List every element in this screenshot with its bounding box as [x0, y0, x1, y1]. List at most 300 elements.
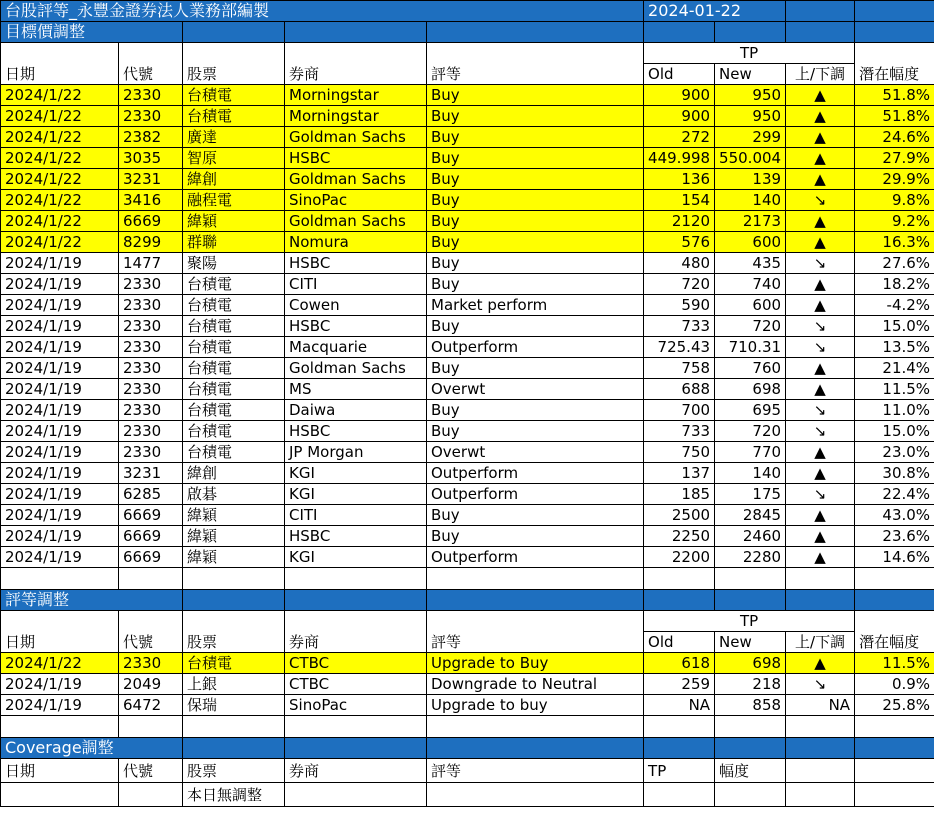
header-new: New: [715, 64, 786, 85]
cell-upside: 21.4%: [855, 358, 934, 379]
cell-direction: ▲: [786, 211, 855, 232]
cell-date: 2024/1/19: [1, 463, 119, 484]
cell-direction: ↘: [786, 421, 855, 442]
cell-upside: 11.0%: [855, 400, 934, 421]
cell-direction: ▲: [786, 379, 855, 400]
cell-new-tp: 720: [715, 316, 786, 337]
cell-rating: Outperform: [427, 547, 644, 568]
band-cell: [786, 22, 855, 43]
cell-old-tp: 480: [644, 253, 715, 274]
cell-rating: Market perform: [427, 295, 644, 316]
table-row: [1, 547, 934, 568]
cell-date: 2024/1/19: [1, 358, 119, 379]
cell-old-tp: 185: [644, 484, 715, 505]
cell-upside: 11.5%: [855, 379, 934, 400]
table-row: [1, 358, 934, 379]
header-date: 日期: [1, 611, 119, 653]
empty-cell: [285, 716, 427, 738]
cell-direction: ↘: [786, 674, 855, 695]
cell-old-tp: 272: [644, 127, 715, 148]
table-row: [1, 526, 934, 547]
section-title: Coverage調整: [1, 738, 183, 759]
cell-broker: KGI: [285, 463, 427, 484]
cell-new-tp: 550.004: [715, 148, 786, 169]
cell-code: 2382: [119, 127, 183, 148]
band-cell: [427, 22, 644, 43]
empty-cell: [1, 783, 119, 807]
table-row: [1, 379, 934, 400]
cell-direction: ▲: [786, 274, 855, 295]
cell-rating: Buy: [427, 106, 644, 127]
cell-upside: 43.0%: [855, 505, 934, 526]
cell-old-tp: 136: [644, 169, 715, 190]
cell-new-tp: 770: [715, 442, 786, 463]
coverage-note: 本日無調整: [183, 783, 285, 807]
cell-date: 2024/1/22: [1, 232, 119, 253]
cell-upside: 16.3%: [855, 232, 934, 253]
band-cell: [644, 590, 715, 611]
cell-broker: HSBC: [285, 316, 427, 337]
header-tp: TP: [644, 759, 715, 783]
cell-upside: 15.0%: [855, 421, 934, 442]
empty-cell: [855, 716, 934, 738]
cell-rating: Outperform: [427, 337, 644, 358]
cell-stock: 台積電: [183, 85, 285, 106]
band-cell: [183, 22, 285, 43]
cell-rating: Buy: [427, 505, 644, 526]
header-code: 代號: [119, 43, 183, 85]
cell-upside: 27.6%: [855, 253, 934, 274]
coverage-headers: [1, 759, 934, 783]
report-title: 台股評等_永豐金證券法人業務部編製: [1, 1, 644, 22]
cell-broker: Goldman Sachs: [285, 358, 427, 379]
cell-date: 2024/1/19: [1, 505, 119, 526]
cell-upside: 9.2%: [855, 211, 934, 232]
cell-new-tp: 600: [715, 295, 786, 316]
cell-rating: Buy: [427, 274, 644, 295]
section-title: 目標價調整: [1, 22, 183, 43]
cell-direction: ▲: [786, 547, 855, 568]
table-row: [1, 695, 934, 716]
cell-stock: 智原: [183, 148, 285, 169]
blank-row: [1, 568, 934, 590]
cell-upside: 51.8%: [855, 85, 934, 106]
cell-date: 2024/1/19: [1, 400, 119, 421]
cell-old-tp: 154: [644, 190, 715, 211]
cell-date: 2024/1/19: [1, 442, 119, 463]
coverage-row: [1, 783, 934, 807]
cell-stock: 緯穎: [183, 526, 285, 547]
band-cell: [285, 590, 427, 611]
cell-date: 2024/1/22: [1, 85, 119, 106]
cell-upside: 25.8%: [855, 695, 934, 716]
cell-direction: ▲: [786, 526, 855, 547]
empty-cell: [715, 783, 786, 807]
cell-direction: NA: [786, 695, 855, 716]
cell-stock: 台積電: [183, 316, 285, 337]
band-cell: [427, 738, 644, 759]
band-cell: [855, 22, 934, 43]
cell-date: 2024/1/22: [1, 106, 119, 127]
empty-cell: [855, 783, 934, 807]
empty-cell: [183, 568, 285, 590]
title-bar: [1, 1, 934, 22]
cell-stock: 緯穎: [183, 211, 285, 232]
table-row: [1, 148, 934, 169]
cell-new-tp: 710.31: [715, 337, 786, 358]
cell-new-tp: 760: [715, 358, 786, 379]
empty-cell: [644, 568, 715, 590]
cell-direction: ▲: [786, 232, 855, 253]
empty-cell: [1, 716, 119, 738]
cell-upside: 9.8%: [855, 190, 934, 211]
cell-new-tp: 720: [715, 421, 786, 442]
band-cell: [715, 590, 786, 611]
cell-code: 6669: [119, 505, 183, 526]
header-date: 日期: [1, 43, 119, 85]
cell-broker: Goldman Sachs: [285, 127, 427, 148]
section-header-target: [1, 22, 934, 43]
cell-upside: 51.8%: [855, 106, 934, 127]
cell-rating: Buy: [427, 358, 644, 379]
column-headers: [1, 611, 934, 632]
cell-old-tp: 2200: [644, 547, 715, 568]
cell-direction: ▲: [786, 295, 855, 316]
cell-code: 6669: [119, 211, 183, 232]
cell-code: 2330: [119, 653, 183, 674]
cell-rating: Buy: [427, 253, 644, 274]
cell-date: 2024/1/22: [1, 211, 119, 232]
cell-stock: 緯創: [183, 463, 285, 484]
cell-rating: Buy: [427, 190, 644, 211]
cell-new-tp: 140: [715, 463, 786, 484]
cell-date: 2024/1/22: [1, 190, 119, 211]
band-cell: [285, 22, 427, 43]
header-broker: 券商: [285, 43, 427, 85]
cell-stock: 台積電: [183, 379, 285, 400]
cell-broker: Nomura: [285, 232, 427, 253]
section-title: 評等調整: [1, 590, 183, 611]
header-code: 代號: [119, 611, 183, 653]
header-broker: 券商: [285, 611, 427, 653]
cell-broker: MS: [285, 379, 427, 400]
cell-code: 3035: [119, 148, 183, 169]
cell-stock: 群聯: [183, 232, 285, 253]
cell-old-tp: NA: [644, 695, 715, 716]
cell-broker: SinoPac: [285, 695, 427, 716]
table-row: [1, 190, 934, 211]
cell-code: 6285: [119, 484, 183, 505]
cell-stock: 緯穎: [183, 547, 285, 568]
cell-code: 2330: [119, 274, 183, 295]
empty-cell: [644, 716, 715, 738]
cell-date: 2024/1/19: [1, 674, 119, 695]
cell-direction: ↘: [786, 316, 855, 337]
cell-code: 8299: [119, 232, 183, 253]
cell-broker: Morningstar: [285, 106, 427, 127]
band-cell: [855, 738, 934, 759]
cell-old-tp: 590: [644, 295, 715, 316]
cell-old-tp: 2120: [644, 211, 715, 232]
empty-cell: [119, 568, 183, 590]
empty-cell: [715, 568, 786, 590]
header-rating: 評等: [427, 759, 644, 783]
cell-rating: Buy: [427, 148, 644, 169]
cell-new-tp: 139: [715, 169, 786, 190]
header-direction: 上/下調: [786, 64, 855, 85]
empty-cell: [786, 783, 855, 807]
header-direction: 上/下調: [786, 632, 855, 653]
cell-old-tp: 259: [644, 674, 715, 695]
table-row: [1, 674, 934, 695]
cell-date: 2024/1/19: [1, 379, 119, 400]
cell-date: 2024/1/19: [1, 695, 119, 716]
cell-direction: ▲: [786, 505, 855, 526]
cell-stock: 台積電: [183, 274, 285, 295]
cell-old-tp: 688: [644, 379, 715, 400]
header-old: Old: [644, 64, 715, 85]
cell-rating: Overwt: [427, 442, 644, 463]
cell-direction: ▲: [786, 85, 855, 106]
cell-code: 2330: [119, 379, 183, 400]
cell-date: 2024/1/22: [1, 169, 119, 190]
cell-rating: Overwt: [427, 379, 644, 400]
cell-new-tp: 740: [715, 274, 786, 295]
cell-new-tp: 858: [715, 695, 786, 716]
cell-new-tp: 695: [715, 400, 786, 421]
table-row: [1, 253, 934, 274]
header-rating: 評等: [427, 611, 644, 653]
cell-direction: ▲: [786, 653, 855, 674]
cell-date: 2024/1/22: [1, 127, 119, 148]
empty-cell: [786, 716, 855, 738]
header-range: 幅度: [715, 759, 786, 783]
cell-direction: ▲: [786, 127, 855, 148]
cell-code: 3231: [119, 463, 183, 484]
cell-direction: ↘: [786, 190, 855, 211]
header-upside: 潛在幅度: [855, 611, 934, 653]
cell-old-tp: 618: [644, 653, 715, 674]
cell-new-tp: 600: [715, 232, 786, 253]
cell-old-tp: 750: [644, 442, 715, 463]
cell-code: 3416: [119, 190, 183, 211]
cell-direction: ▲: [786, 106, 855, 127]
cell-code: 2330: [119, 106, 183, 127]
cell-broker: HSBC: [285, 148, 427, 169]
cell-stock: 保瑞: [183, 695, 285, 716]
cell-code: 2330: [119, 358, 183, 379]
cell-code: 2330: [119, 442, 183, 463]
header-date: 日期: [1, 759, 119, 783]
cell-stock: 廣達: [183, 127, 285, 148]
cell-new-tp: 218: [715, 674, 786, 695]
cell-rating: Downgrade to Neutral: [427, 674, 644, 695]
cell-upside: 13.5%: [855, 337, 934, 358]
empty-cell: [119, 783, 183, 807]
empty-cell: [855, 568, 934, 590]
band-cell: [786, 738, 855, 759]
cell-stock: 台積電: [183, 400, 285, 421]
cell-new-tp: 299: [715, 127, 786, 148]
empty-cell: [427, 783, 644, 807]
cell-new-tp: 175: [715, 484, 786, 505]
cell-rating: Upgrade to buy: [427, 695, 644, 716]
cell-broker: Goldman Sachs: [285, 169, 427, 190]
cell-broker: Cowen: [285, 295, 427, 316]
header-tp: TP: [644, 43, 855, 64]
cell-rating: Outperform: [427, 463, 644, 484]
table-row: [1, 337, 934, 358]
cell-stock: 緯穎: [183, 505, 285, 526]
cell-date: 2024/1/19: [1, 295, 119, 316]
cell-old-tp: 900: [644, 106, 715, 127]
table-row: [1, 400, 934, 421]
cell-old-tp: 2500: [644, 505, 715, 526]
cell-stock: 台積電: [183, 653, 285, 674]
cell-broker: CTBC: [285, 674, 427, 695]
cell-code: 2330: [119, 316, 183, 337]
cell-upside: 29.9%: [855, 169, 934, 190]
cell-old-tp: 900: [644, 85, 715, 106]
cell-code: 2330: [119, 400, 183, 421]
cell-date: 2024/1/22: [1, 653, 119, 674]
cell-date: 2024/1/22: [1, 148, 119, 169]
cell-upside: -4.2%: [855, 295, 934, 316]
table-row: [1, 316, 934, 337]
band-cell: [715, 738, 786, 759]
cell-old-tp: 725.43: [644, 337, 715, 358]
empty-cell: [427, 716, 644, 738]
cell-new-tp: 698: [715, 379, 786, 400]
cell-code: 2330: [119, 295, 183, 316]
cell-stock: 台積電: [183, 442, 285, 463]
cell-upside: 14.6%: [855, 547, 934, 568]
band-cell: [285, 738, 427, 759]
cell-rating: Buy: [427, 169, 644, 190]
cell-new-tp: 950: [715, 106, 786, 127]
section-header-rating: [1, 590, 934, 611]
band-cell: [644, 22, 715, 43]
cell-stock: 台積電: [183, 337, 285, 358]
cell-code: 6669: [119, 547, 183, 568]
cell-stock: 啟碁: [183, 484, 285, 505]
empty-cell: [786, 759, 855, 783]
cell-code: 1477: [119, 253, 183, 274]
cell-upside: 27.9%: [855, 148, 934, 169]
cell-rating: Buy: [427, 211, 644, 232]
blank-row: [1, 716, 934, 738]
cell-rating: Buy: [427, 526, 644, 547]
cell-old-tp: 576: [644, 232, 715, 253]
cell-broker: HSBC: [285, 526, 427, 547]
cell-stock: 上銀: [183, 674, 285, 695]
band-cell: [855, 590, 934, 611]
cell-direction: ▲: [786, 148, 855, 169]
cell-old-tp: 137: [644, 463, 715, 484]
cell-date: 2024/1/19: [1, 253, 119, 274]
cell-new-tp: 435: [715, 253, 786, 274]
cell-direction: ↘: [786, 337, 855, 358]
header-new: New: [715, 632, 786, 653]
cell-code: 2330: [119, 337, 183, 358]
cell-old-tp: 720: [644, 274, 715, 295]
cell-old-tp: 449.998: [644, 148, 715, 169]
cell-date: 2024/1/19: [1, 547, 119, 568]
empty-cell: [786, 568, 855, 590]
cell-broker: Macquarie: [285, 337, 427, 358]
cell-upside: 23.6%: [855, 526, 934, 547]
cell-new-tp: 2845: [715, 505, 786, 526]
table-row: [1, 232, 934, 253]
cell-code: 2330: [119, 421, 183, 442]
cell-direction: ↘: [786, 400, 855, 421]
cell-direction: ▲: [786, 442, 855, 463]
table-row: [1, 295, 934, 316]
table-row: [1, 85, 934, 106]
band-cell: [427, 590, 644, 611]
cell-code: 3231: [119, 169, 183, 190]
table-row: [1, 211, 934, 232]
table-row: [1, 442, 934, 463]
header-tp: TP: [644, 611, 855, 632]
cell-old-tp: 733: [644, 421, 715, 442]
cell-date: 2024/1/19: [1, 274, 119, 295]
cell-code: 2330: [119, 85, 183, 106]
cell-rating: Buy: [427, 316, 644, 337]
cell-broker: Daiwa: [285, 400, 427, 421]
cell-upside: 15.0%: [855, 316, 934, 337]
cell-new-tp: 698: [715, 653, 786, 674]
cell-broker: HSBC: [285, 253, 427, 274]
cell-new-tp: 2173: [715, 211, 786, 232]
cell-broker: Morningstar: [285, 85, 427, 106]
cell-old-tp: 733: [644, 316, 715, 337]
band-cell: [786, 590, 855, 611]
cell-broker: CITI: [285, 505, 427, 526]
cell-code: 6669: [119, 526, 183, 547]
table-row: [1, 484, 934, 505]
cell-direction: ▲: [786, 358, 855, 379]
table-row: [1, 106, 934, 127]
cell-rating: Buy: [427, 127, 644, 148]
cell-broker: JP Morgan: [285, 442, 427, 463]
cell-old-tp: 758: [644, 358, 715, 379]
cell-broker: KGI: [285, 547, 427, 568]
empty-cell: [855, 759, 934, 783]
table-row: [1, 653, 934, 674]
cell-broker: CTBC: [285, 653, 427, 674]
header-broker: 券商: [285, 759, 427, 783]
column-headers: [1, 43, 934, 64]
section-header-coverage: [1, 738, 934, 759]
cell-upside: 30.8%: [855, 463, 934, 484]
cell-new-tp: 2280: [715, 547, 786, 568]
table-row: [1, 505, 934, 526]
cell-rating: Buy: [427, 232, 644, 253]
cell-stock: 台積電: [183, 358, 285, 379]
header-rating: 評等: [427, 43, 644, 85]
table-row: [1, 127, 934, 148]
header-stock: 股票: [183, 611, 285, 653]
cell-broker: CITI: [285, 274, 427, 295]
cell-broker: KGI: [285, 484, 427, 505]
empty-cell: [119, 716, 183, 738]
empty-cell: [715, 716, 786, 738]
cell-date: 2024/1/19: [1, 526, 119, 547]
cell-new-tp: 950: [715, 85, 786, 106]
table-row: [1, 169, 934, 190]
header-upside: 潛在幅度: [855, 43, 934, 85]
